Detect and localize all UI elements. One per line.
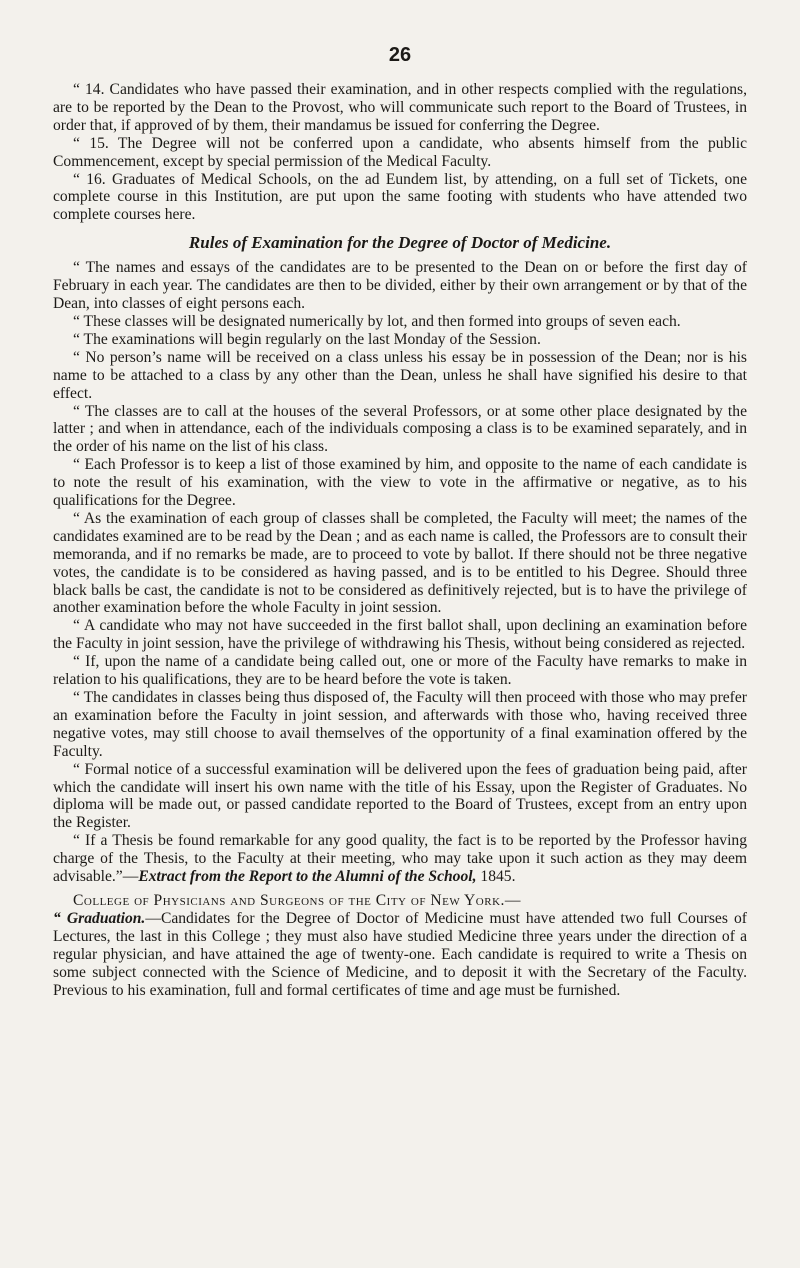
rule-paragraph-last: [53, 832, 747, 886]
college-section: [53, 892, 747, 999]
rule-paragraph: “ The classes are to call at the houses of the several Professors, or at some other place designated by the latter ; and when in attendance, each of the individuals composing a class is to be examined separately, and in the order of his name on the list of his class.: [53, 402, 747, 456]
regulation-paragraph-15: “ 15. The Degree will not be conferred upon a candidate, who absents himself from the public Commencement, except by special permission of the Medical Faculty.: [53, 134, 747, 170]
rule-text: “ If a Thesis be found remarkable for any good quality, the fact is to be reported by the Professor having charge of the Thesis, to the Faculty at their meeting, who may take upon it such action as they may deem advisable.”—: [53, 832, 747, 886]
rule-paragraph: “ Formal notice of a successful examination will be delivered upon the fees of graduation being paid, after which the candidate will insert his own name with the title of his Essay, upon the Register of Graduates. No diploma will be made out, or passed candidate reported to the Board of Trustees, except from an entry upon the Register.: [53, 760, 747, 832]
college-paragraph: [53, 892, 747, 999]
topic-label: “ Graduation.: [53, 909, 146, 927]
page-number: 26: [388, 44, 412, 66]
rule-paragraph: “ As the examination of each group of classes shall be completed, the Faculty will meet; the names of the candidates examined are to be read by the Dean ; and as each name is called, the Professors are to consult their memoranda, and if no remarks be made, are to proceed to vote by ballot. If there should not be three negative votes, the candidate is to be considered as having passed, and is to be entitled to his Degree. Should three black balls be cast, the candidate is not to be considered as definitively rejected, but is to have the privilege of another examination before the whole Faculty in joint session.: [53, 509, 747, 617]
rule-paragraph: “ The examinations will begin regularly on the last Monday of the Session.: [73, 330, 541, 348]
citation-year: 1845.: [476, 868, 516, 886]
rule-paragraph: “ Each Professor is to keep a list of those examined by him, and opposite to the name of each candidate is to note the result of his examination, with the view to vote in the affirmative or negative, as to his qualifications for the Degree.: [53, 456, 747, 510]
section-heading: Rules of Examination for the Degree of Doctor of Medicine.: [188, 233, 612, 253]
rule-paragraph: “ These classes will be designated numerically by lot, and then formed into groups of seven each.: [73, 312, 681, 330]
source-citation: Extract from the Report to the Alumni of the School,: [138, 868, 477, 886]
rule-paragraph: “ A candidate who may not have succeeded in the first ballot shall, upon declining an examination before the Faculty in joint session, have the privilege of withdrawing his Thesis, without being considered as rejected.: [53, 617, 747, 653]
examination-rules-section: [53, 233, 747, 886]
institution-name: College of Physicians and Surgeons of the City of New York.—: [73, 891, 522, 909]
rule-paragraph: “ If, upon the name of a candidate being called out, one or more of the Faculty have remarks to make in relation to his qualifications, they are to be heard before the vote is taken.: [53, 653, 747, 689]
rule-paragraph: “ No person’s name will be received on a class unless his essay be in possession of the Dean; nor is his name to be attached to a class by any other than the Dean, unless he shall have signified his desire to that effect.: [53, 348, 747, 402]
regulations-section: [53, 81, 747, 224]
rule-paragraph: “ The names and essays of the candidates are to be presented to the Dean on or before the first day of February in each year. The candidates are then to be divided, either by their own arrangement or by that of the Dean, into classes of eight persons each.: [53, 259, 747, 313]
college-text: —Candidates for the Degree of Doctor of Medicine must have attended two full Courses of Lectures, the last in this College ; they must also have studied Medicine three years under the direction of a regular physician, and have attained the age of twenty-one. Each candidate is required to write a Thesis on some subject connected with the Science of Medicine, and to deposit it with the Secretary of the Faculty. Previous to his examination, full and formal certificates of time and age must be furnished.: [53, 909, 748, 999]
regulation-paragraph-16: “ 16. Graduates of Medical Schools, on the ad Eundem list, by attending, on a full set of Tickets, one complete course in this Institution, are put upon the same footing with students who have attended two complete courses here.: [53, 170, 747, 224]
regulation-paragraph-14: “ 14. Candidates who have passed their examination, and in other respects complied with the regulations, are to be reported by the Dean to the Provost, who will communicate such report to the Board of Trustees, in order that, if approved of by them, their mandamus be issued for conferring the Degree.: [53, 81, 747, 134]
rule-paragraph: “ The candidates in classes being thus disposed of, the Faculty will then proceed with those who may prefer an examination before the Faculty in joint session, and afterwards with those who, having received three negative votes, may still choose to avail themselves of the opportunity of a final examination offered by the Faculty.: [53, 689, 747, 760]
